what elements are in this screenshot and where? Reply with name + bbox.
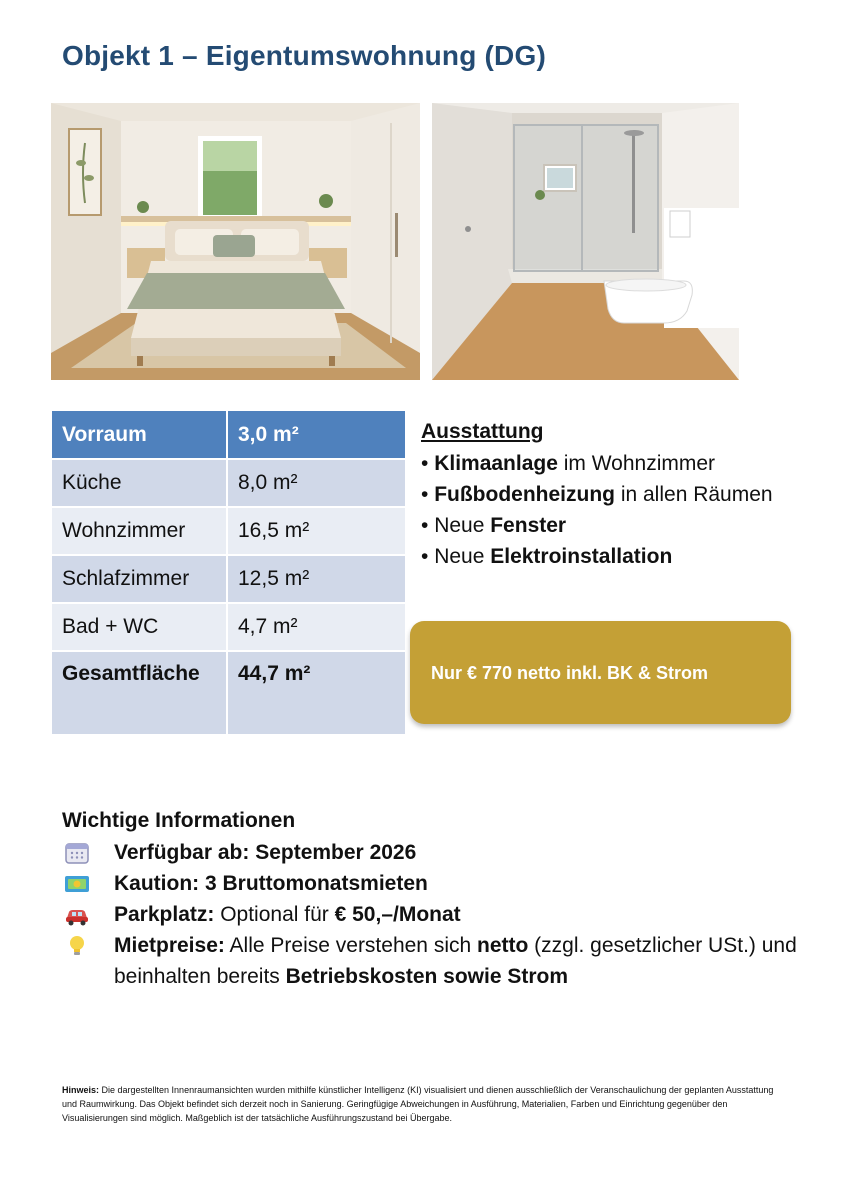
room-area-table: [52, 411, 405, 736]
room-name: Bad + WC: [52, 603, 227, 651]
table-row: [52, 459, 405, 507]
equipment-list: [421, 448, 773, 572]
table-row: [52, 507, 405, 555]
list-item: • Klimaanlage im Wohnzimmer: [421, 452, 716, 475]
bedroom-image: [51, 103, 420, 380]
equipment-heading: Ausstattung: [421, 420, 544, 443]
car-icon: [64, 903, 90, 927]
room-area: 3,0 m²: [227, 411, 405, 459]
info-rent: Mietpreise: Alle Preise verstehen sich netto (zzgl. gesetzlicher USt.) und beinhalten bereits Betriebskosten sowie Strom: [62, 930, 802, 992]
money-icon: [64, 872, 90, 896]
room-name: Wohnzimmer: [52, 507, 227, 555]
list-item: • Fußbodenheizung in allen Räumen: [421, 483, 773, 506]
room-area: 4,7 m²: [227, 603, 405, 651]
room-area: 12,5 m²: [227, 555, 405, 603]
info-available: Verfügbar ab: September 2026: [62, 837, 802, 868]
info-parking: Parkplatz: Optional für € 50,–/Monat: [62, 899, 802, 930]
total-label: Gesamtfläche: [52, 651, 227, 735]
bathroom-image: [432, 103, 739, 380]
list-item: • Neue Fenster: [421, 514, 567, 537]
info-section: [62, 809, 802, 992]
room-name: Vorraum: [52, 411, 227, 459]
info-heading: Wichtige Informationen: [62, 809, 296, 832]
equipment-section: [421, 420, 773, 572]
table-row-total: [52, 651, 405, 735]
disclaimer-notice: Hinweis: Die dargestellten Innenraumansichten wurden mithilfe künstlicher Intelligenz (KI) visualisiert und dienen ausschließlich der Veranschaulichung der geplanten Ausstattung und Raumwirkung. Das Objekt befindet sich derzeit noch in Sanierung. Geringfügige Abweichungen in Ausführung, Materialien, Farben und Einrichtung gegenüber den Visualisierungen sind möglich. Maßgeblich ist der tatsächliche Ausführungszustand bei Übergabe.: [62, 1085, 774, 1123]
table-row: [52, 603, 405, 651]
table-row: [52, 411, 405, 459]
table-row: [52, 555, 405, 603]
info-deposit: Kaution: 3 Bruttomonatsmieten: [62, 868, 802, 899]
room-area: 16,5 m²: [227, 507, 405, 555]
total-area: 44,7 m²: [227, 651, 405, 735]
list-item: • Neue Elektroinstallation: [421, 545, 673, 568]
price-text: Nur € 770 netto inkl. BK & Strom: [431, 663, 709, 683]
light-bulb-icon: [64, 934, 90, 958]
room-name: Küche: [52, 459, 227, 507]
room-area: 8,0 m²: [227, 459, 405, 507]
price-box: [410, 621, 791, 724]
page-title: Objekt 1 – Eigentumswohnung (DG): [62, 40, 546, 71]
calendar-icon: [64, 841, 90, 865]
room-name: Schlafzimmer: [52, 555, 227, 603]
